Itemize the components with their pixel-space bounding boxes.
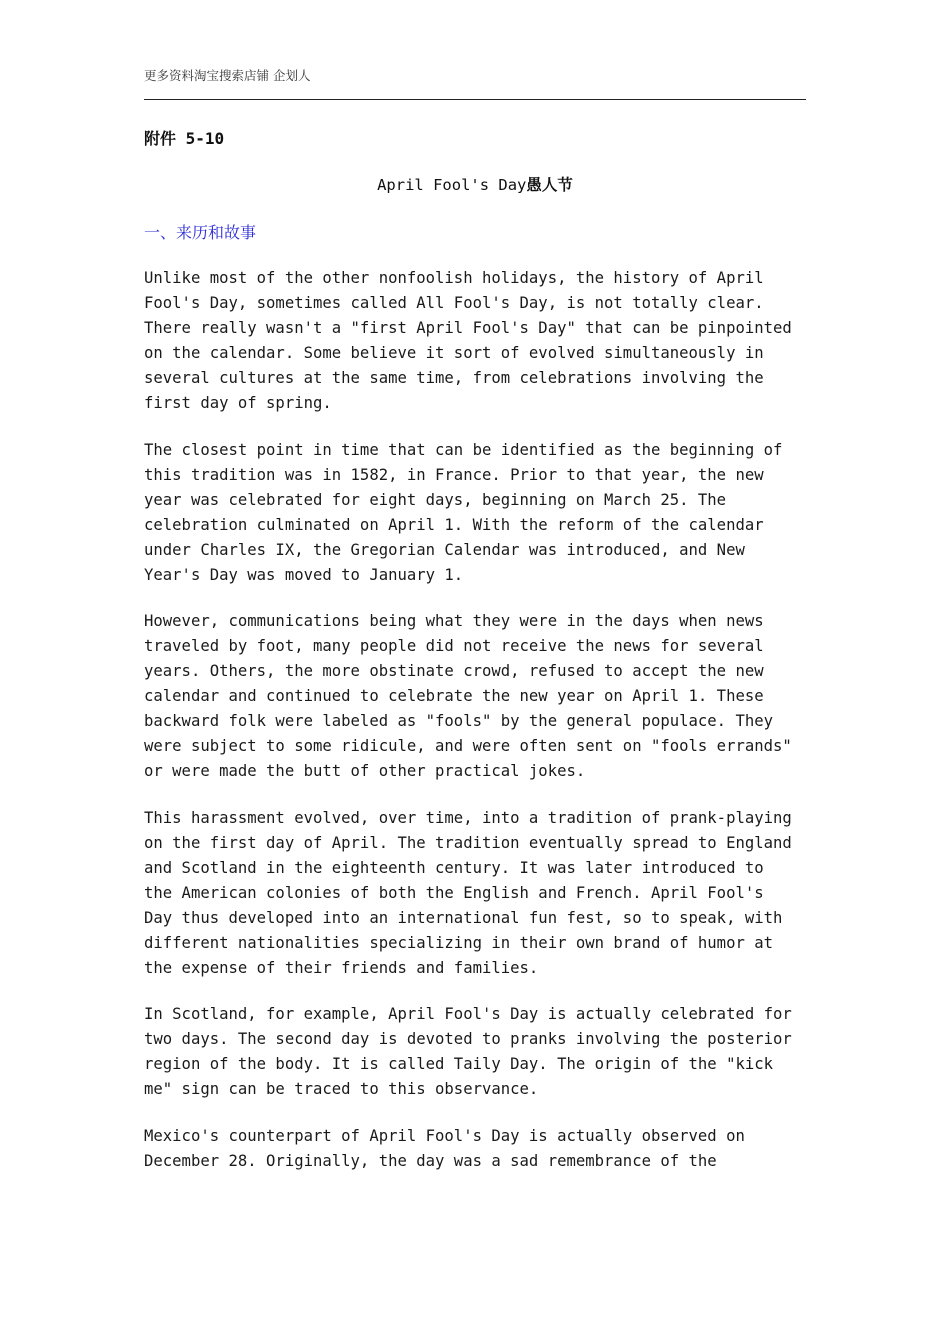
title-english: April Fool's Day [377,176,527,194]
text-line: traveled by foot, many people did not receive the news for several [144,637,764,655]
text-line: backward folk were labeled as "fools" by the general populace. They [144,712,774,730]
text-line: the American colonies of both the English and French. April Fool's [144,884,764,902]
page-header: 更多资料淘宝搜索店铺 企划人 [144,68,311,83]
text-line: In Scotland, for example, April Fool's Day is actually celebrated for [144,1005,792,1023]
text-line: under Charles IX, the Gregorian Calendar was introduced, and New [144,541,745,559]
document-title [144,173,806,195]
text-line: this tradition was in 1582, in France. Prior to that year, the new [144,466,764,484]
text-line: Fool's Day, sometimes called All Fool's Day, is not totally clear. [144,294,764,312]
text-line: Year's Day was moved to January 1. [144,566,464,584]
text-line: This harassment evolved, over time, into a tradition of prank-playing [144,809,792,827]
paragraph-4 [144,806,824,981]
text-line: There really wasn't a "first April Fool's Day" that can be pinpointed [144,319,792,337]
paragraph-6 [144,1124,824,1174]
text-line: or were made the butt of other practical jokes. [144,762,586,780]
text-line: on the calendar. Some believe it sort of evolved simultaneously in [144,344,764,362]
paragraph-3 [144,609,824,784]
section-heading: 一、来历和故事 [144,223,257,242]
text-line: Mexico's counterpart of April Fool's Day is actually observed on [144,1127,745,1145]
paragraph-5 [144,1002,824,1102]
text-line: Unlike most of the other nonfoolish holidays, the history of April [144,269,764,287]
text-line: celebration culminated on April 1. With the reform of the calendar [144,516,764,534]
text-line: However, communications being what they were in the days when news [144,612,764,630]
paragraph-2 [144,438,824,588]
text-line: year was celebrated for eight days, beginning on March 25. The [144,491,727,509]
text-line: two days. The second day is devoted to pranks involving the posterior [144,1030,792,1048]
text-line: and Scotland in the eighteenth century. It was later introduced to [144,859,764,877]
paragraph-1 [144,266,824,416]
text-line: me" sign can be traced to this observance. [144,1080,539,1098]
attachment-label: 附件 5-10 [144,129,225,148]
text-line: different nationalities specializing in their own brand of humor at [144,934,774,952]
text-line: Day thus developed into an international fun fest, so to speak, with [144,909,783,927]
text-line: first day of spring. [144,394,332,412]
text-line: the expense of their friends and families. [144,959,539,977]
header-divider [144,99,806,100]
text-line: on the first day of April. The tradition eventually spread to England [144,834,792,852]
text-line: The closest point in time that can be identified as the beginning of [144,441,783,459]
text-line: calendar and continued to celebrate the new year on April 1. These [144,687,764,705]
text-line: were subject to some ridicule, and were often sent on "fools errands" [144,737,792,755]
text-line: several cultures at the same time, from celebrations involving the [144,369,764,387]
text-line: region of the body. It is called Taily Day. The origin of the "kick [144,1055,774,1073]
text-line: December 28. Originally, the day was a sad remembrance of the [144,1152,717,1170]
title-chinese: 愚人节 [526,176,573,194]
text-line: years. Others, the more obstinate crowd, refused to accept the new [144,662,764,680]
